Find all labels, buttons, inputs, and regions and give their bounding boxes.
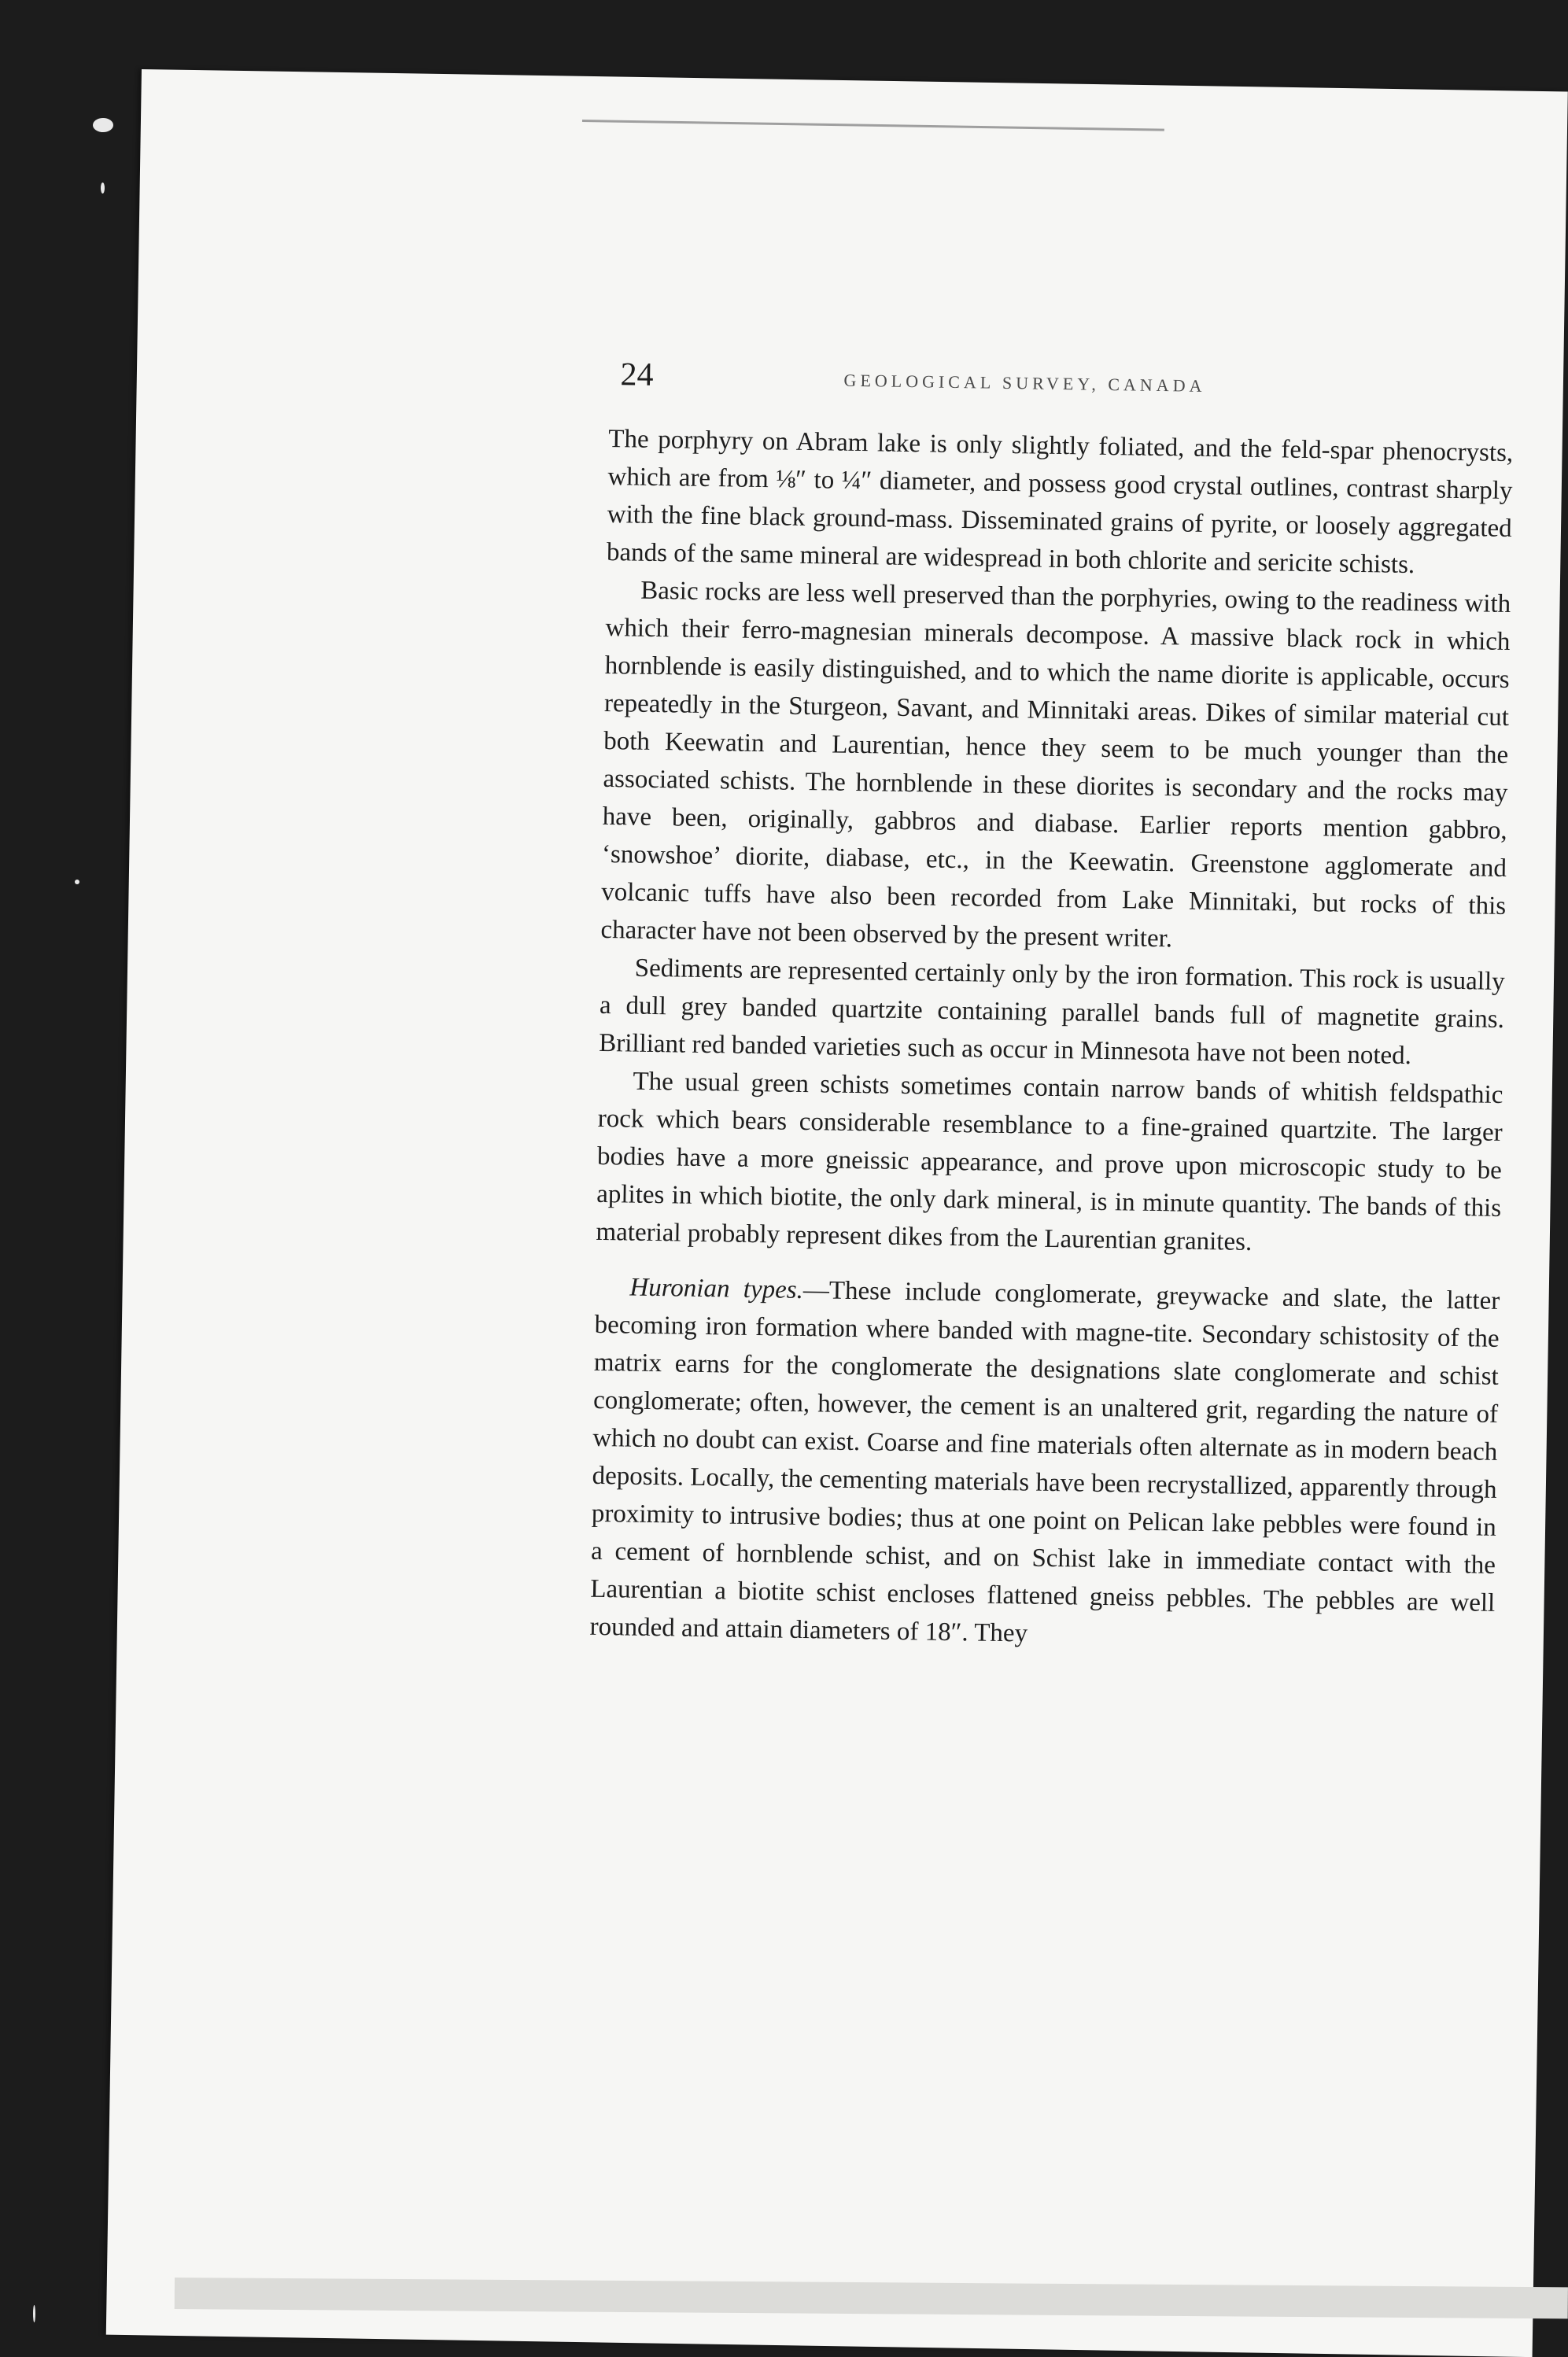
scan-speck — [93, 118, 113, 132]
page-text — [589, 356, 1515, 1660]
paragraph-sediments: Sediments are represented certainly only by the iron formation. This rock is usually a dull grey banded quartzite containing parallel bands full of magnetite grains. Brilliant red banded varieties such as occur in Minnesota have not been noted. — [598, 953, 1505, 1071]
paragraph-green-schists: The usual green schists sometimes contain narrow bands of whitish feldspathic rock which bears considerable resemblance to a fine-grained quartzite. The larger bodies have a more gneissic appearance, and prove upon microscopic study to be aplites in which biotite, the only dark mineral, is in minute quantity. The bands of this material probably represent dikes from the Laurentian granites. — [596, 1067, 1503, 1256]
scan-speck — [75, 880, 79, 884]
running-head: GEOLOGICAL SURVEY, CANADA — [843, 370, 1206, 396]
paragraph-huronian-body: —These include conglomerate, greywacke and slate, the latter becoming iron formation where banded with magne-tite. Secondary schistosity of the matrix earns for the conglomerate the designations slate conglomerate and schist conglomerate; often, however, the cement is an unaltered grit, regarding the nature of which no doubt can exist. Coarse and fine materials often alternate as in modern beach deposits. Locally, the cementing materials have been recrystallized, apparently through proximity to intrusive bodies; thus at one point on Pelican lake pebbles were found in a cement of hornblende schist, and on Schist lake in immediate contact with the Laurentian a biotite schist encloses flattened gneiss pebbles. The pebbles are well rounded and attain diameters of 18″. They — [589, 1276, 1500, 1648]
section-heading-huronian: Huronian types. — [629, 1273, 804, 1305]
paragraph-basic-rocks: Basic rocks are less well preserved than the porphyries, owing to the readiness with which their ferro-magnesian minerals decompose. A massive black rock in which hornblende is easily distinguished, and to which the name diorite is applicable, occurs repeatedly in the Sturgeon, Savant, and Minnitaki areas. Dikes of similar material cut both Keewatin and Laurentian, hence they seem to be much younger than the associated schists. The hornblende in these diorites is secondary and the rocks may have been, originally, gabbros and diabase. Earlier reports mention gabbro, ‘snowshoe’ diorite, diabase, etc., in the Keewatin. Greenstone agglomerate and volcanic tuffs have also been recorded from Lake Minnitaki, but rocks of this character have not been observed by the present writer. — [600, 576, 1511, 953]
page-number: 24 — [620, 356, 654, 393]
scan-speck — [101, 183, 105, 194]
paragraph-huronian-types — [589, 1268, 1500, 1660]
scan-speck — [33, 2305, 35, 2322]
paragraph-porphyry: The porphyry on Abram lake is only slightly foliated, and the feld-spar phenocrysts, which are from ⅛″ to ¼″ diameter, and possess good crystal outlines, contrast sharply with the fine black ground-mass. Disseminated grains of pyrite, or loosely aggregated bands of the same mineral are widespread in both chlorite and sericite schists. — [606, 424, 1514, 580]
